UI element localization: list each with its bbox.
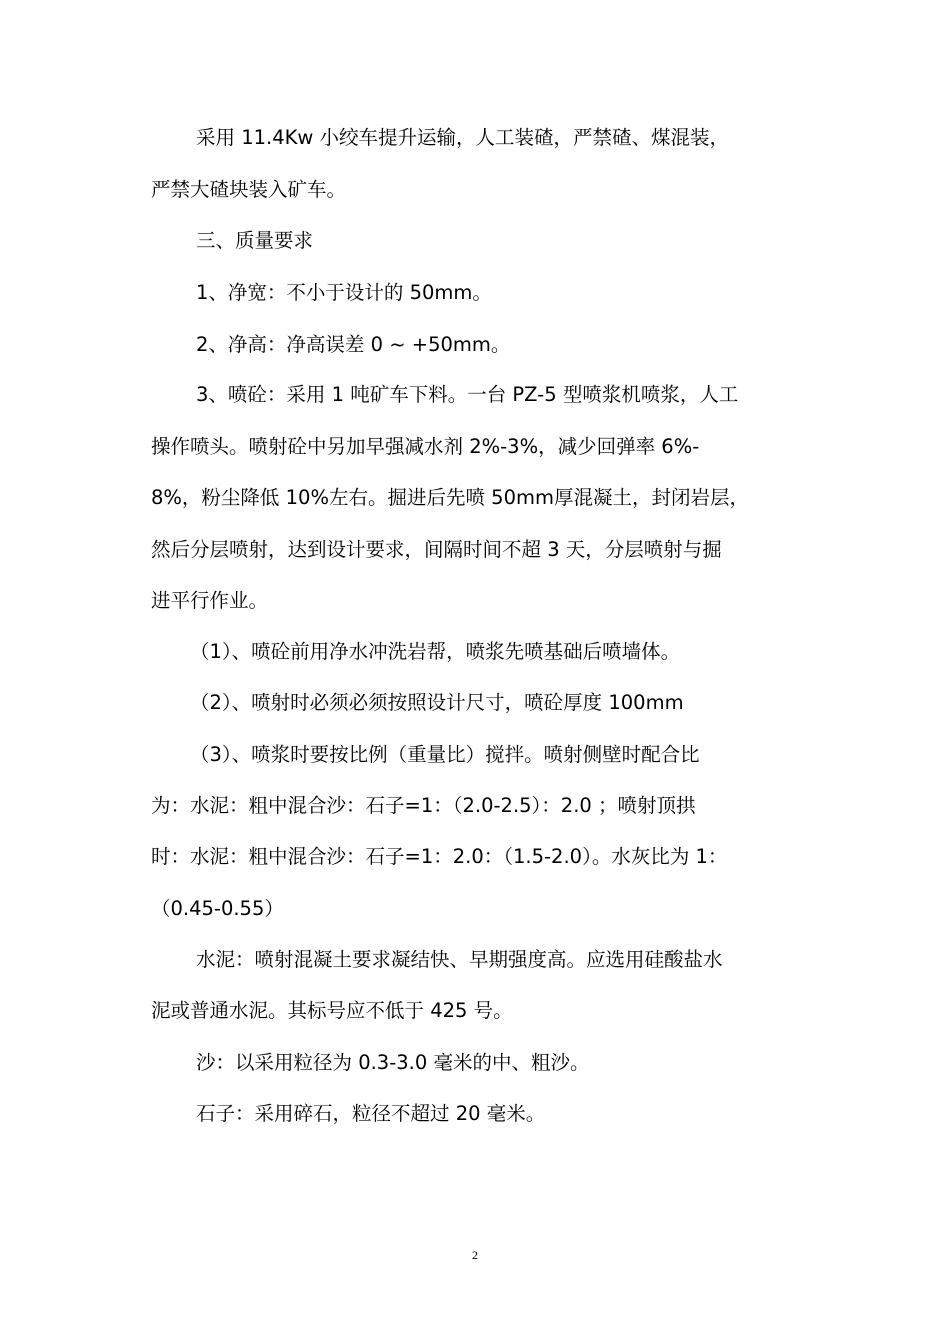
text-line: 操作喷头。喷射砼中另加早强减水剂 2%-3%，减少回弹率 6%-: [151, 435, 700, 458]
text-line: 2、净高：净高误差 0 ~ +50mm。: [196, 333, 511, 356]
section-heading: 三、质量要求: [196, 229, 314, 252]
text-line: （1）、喷砼前用净水冲洗岩帮，喷浆先喷基础后喷墙体。: [190, 640, 681, 663]
text-line: 为：水泥：粗中混合沙：石子=1：（2.0-2.5）：2.0 ；喷射顶拱: [151, 794, 696, 817]
text-line: 进平行作业。: [151, 589, 269, 612]
text-line: 3、喷砼：采用 1 吨矿车下料。一台 PZ-5 型喷浆机喷浆，人工: [196, 383, 739, 406]
text-line: （3）、喷浆时要按比例（重量比）搅拌。喷射侧壁时配合比: [190, 743, 700, 766]
text-line: 严禁大碴块装入矿车。: [151, 178, 347, 201]
text-line: 然后分层喷射，达到设计要求，间隔时间不超 3 天，分层喷射与掘: [151, 538, 722, 561]
text-line: 1、净宽：不小于设计的 50mm。: [196, 281, 492, 304]
text-line: （2）、喷射时必须必须按照设计尺寸，喷砼厚度 100mm: [190, 691, 684, 714]
text-line: 沙：以采用粒径为 0.3-3.0 毫米的中、粗沙。: [196, 1051, 590, 1074]
text-line: 水泥：喷射混凝土要求凝结快、早期强度高。应选用硅酸盐水: [196, 948, 723, 971]
text-line: （0.45-0.55）: [151, 897, 284, 920]
text-line: 石子：采用碎石，粒径不超过 20 毫米。: [196, 1102, 546, 1125]
text-line: 时：水泥：粗中混合沙：石子=1：2.0：（1.5-2.0）。水灰比为 1：: [151, 845, 728, 868]
text-line: 8%，粉尘降低 10%左右。掘进后先喷 50mm厚混凝土，封闭岩层，: [151, 486, 749, 509]
text-line: 采用 11.4Kw 小绞车提升运输，人工装碴，严禁碴、煤混装，: [196, 126, 730, 149]
page-number: 2: [472, 1248, 478, 1262]
text-line: 泥或普通水泥。其标号应不低于 425 号。: [151, 999, 513, 1022]
